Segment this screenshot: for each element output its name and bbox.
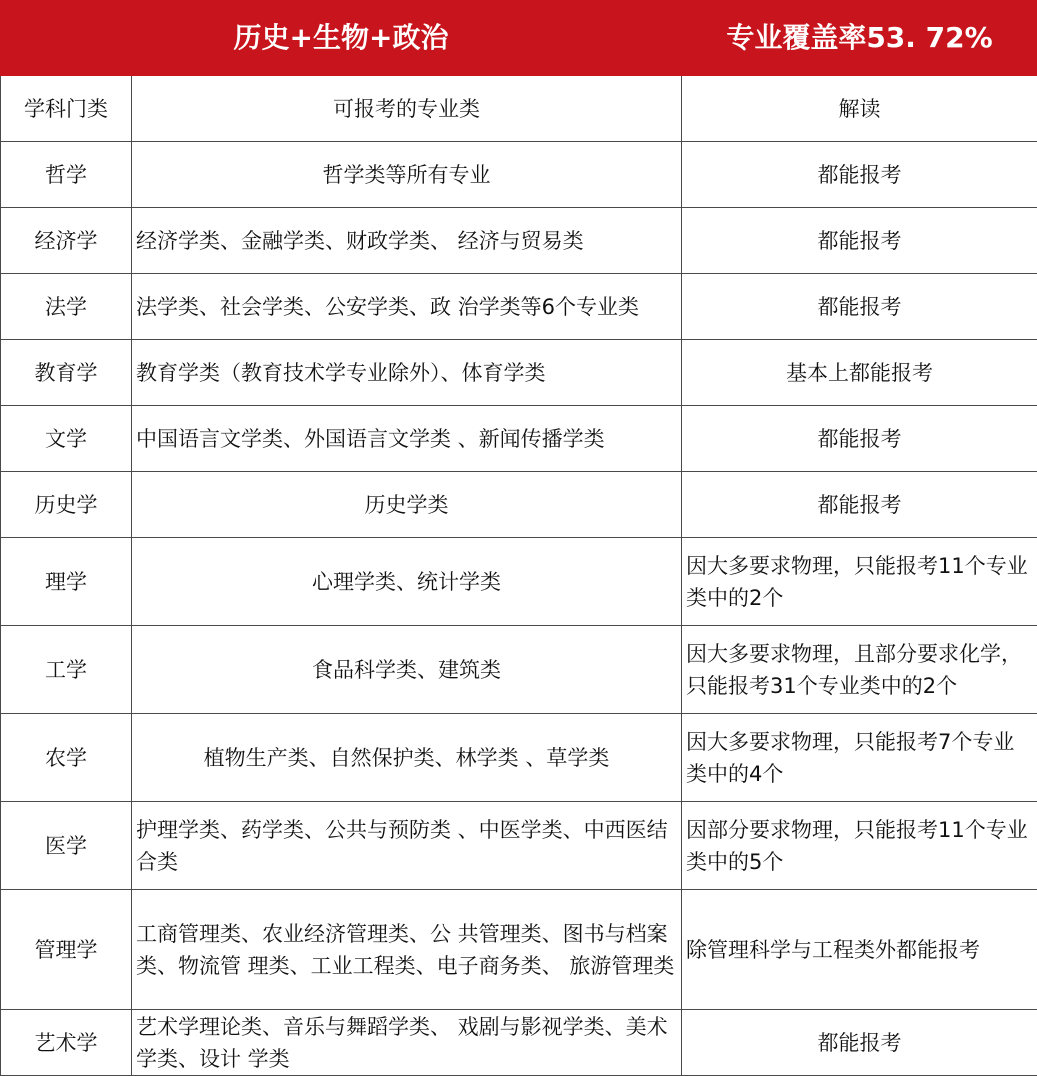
majors-cell: 法学类、社会学类、公安学类、政 治学类等6个专业类	[132, 274, 682, 340]
table-row	[1, 890, 1037, 1010]
category-cell: 历史学	[1, 472, 132, 538]
category-cell: 农学	[1, 714, 132, 802]
note-cell: 都能报考	[682, 208, 1037, 274]
table-row	[1, 142, 1037, 208]
subject-combination-title: 历史+生物+政治	[1, 1, 682, 76]
table-row	[1, 340, 1037, 406]
majors-cell: 历史学类	[132, 472, 682, 538]
category-cell: 文学	[1, 406, 132, 472]
category-cell: 医学	[1, 802, 132, 890]
table-row	[1, 472, 1037, 538]
table-row	[1, 714, 1037, 802]
majors-cell: 经济学类、金融学类、财政学类、 经济与贸易类	[132, 208, 682, 274]
majors-cell: 心理学类、统计学类	[132, 538, 682, 626]
category-cell: 法学	[1, 274, 132, 340]
majors-cell: 教育学类（教育技术学专业除外）、体育学类	[132, 340, 682, 406]
majors-cell: 食品科学类、建筑类	[132, 626, 682, 714]
coverage-rate-title: 专业覆盖率53. 72%	[682, 1, 1037, 76]
table-row	[1, 802, 1037, 890]
table-row	[1, 1010, 1037, 1076]
table-row	[1, 406, 1037, 472]
note-cell: 都能报考	[682, 406, 1037, 472]
note-cell: 都能报考	[682, 472, 1037, 538]
table-row	[1, 274, 1037, 340]
note-cell: 因大多要求物理，只能报考11个专业类中的2个	[682, 538, 1037, 626]
column-header-row	[1, 76, 1037, 142]
category-cell: 艺术学	[1, 1010, 132, 1076]
column-header-majors: 可报考的专业类	[132, 76, 682, 142]
column-header-category: 学科门类	[1, 76, 132, 142]
note-cell: 都能报考	[682, 1010, 1037, 1076]
note-cell: 都能报考	[682, 274, 1037, 340]
note-cell: 因部分要求物理，只能报考11个专业类中的5个	[682, 802, 1037, 890]
note-cell: 因大多要求物理，且部分要求化学，只能报考31个专业类中的2个	[682, 626, 1037, 714]
majors-cell: 哲学类等所有专业	[132, 142, 682, 208]
note-cell: 都能报考	[682, 142, 1037, 208]
note-cell: 除管理科学与工程类外都能报考	[682, 890, 1037, 1010]
majors-cell: 工商管理类、农业经济管理类、公 共管理类、图书与档案类、物流管 理类、工业工程类、电子商务类、 旅游管理类	[132, 890, 682, 1010]
majors-cell: 护理学类、药学类、公共与预防类 、中医学类、中西医结合类	[132, 802, 682, 890]
category-cell: 哲学	[1, 142, 132, 208]
table-row	[1, 208, 1037, 274]
majors-cell: 中国语言文学类、外国语言文学类 、新闻传播学类	[132, 406, 682, 472]
note-cell: 因大多要求物理，只能报考7个专业类中的4个	[682, 714, 1037, 802]
category-cell: 理学	[1, 538, 132, 626]
title-row	[1, 1, 1037, 76]
note-cell: 基本上都能报考	[682, 340, 1037, 406]
category-cell: 工学	[1, 626, 132, 714]
category-cell: 管理学	[1, 890, 132, 1010]
category-cell: 教育学	[1, 340, 132, 406]
majors-cell: 植物生产类、自然保护类、林学类 、草学类	[132, 714, 682, 802]
category-cell: 经济学	[1, 208, 132, 274]
table-row	[1, 538, 1037, 626]
table-row	[1, 626, 1037, 714]
majors-cell: 艺术学理论类、音乐与舞蹈学类、 戏剧与影视学类、美术学类、设计 学类	[132, 1010, 682, 1076]
column-header-note: 解读	[682, 76, 1037, 142]
